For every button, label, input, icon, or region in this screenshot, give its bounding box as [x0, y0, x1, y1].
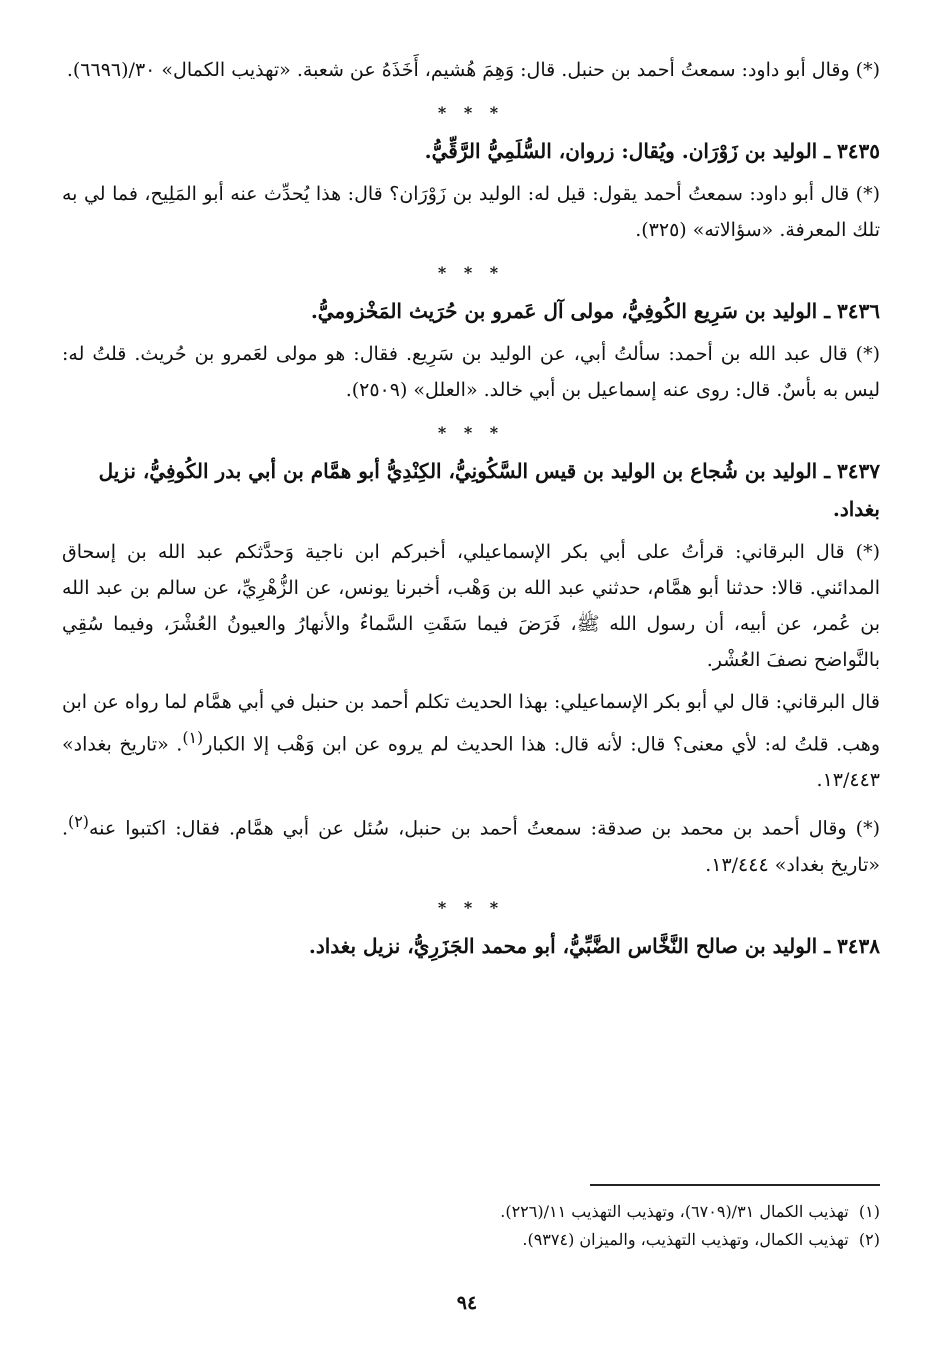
footnote-ref-1: (١) [182, 728, 204, 747]
footnote-1-number: (١) [858, 1202, 880, 1221]
page-number: ٩٤ [456, 1292, 478, 1314]
footnote-2-number: (٢) [858, 1230, 880, 1249]
entry-3437-heading: ٣٤٣٧ ـ الوليد بن شُجاع بن الوليد بن قيس السَّكُونِيُّ، الكِنْدِيُّ أبو همَّام بن أبي بدر الكُوفِيُّ، نزيل بغداد. [98, 459, 880, 521]
entry-3436-text: (*) قال عبد الله بن أحمد: سألتُ أبي، عن الوليد بن سَرِيع. فقال: هو مولى لعَمرو بن حُريث. قلتُ له: ليس به بأسٌ. قال: روى عنه إسماعيل بن أبي خالد. «العلل» (٢٥٠٩). [62, 343, 880, 401]
footnotes-section [62, 1184, 880, 1254]
entry-3437-text-2 [62, 684, 880, 798]
entry-3436-heading: ٣٤٣٦ ـ الوليد بن سَرِيع الكُوفِيُّ، مولى آل عَمرو بن حُرَيث المَخْزوميُّ. [310, 299, 880, 323]
separator-stars: * * * [437, 897, 505, 917]
footnote-1 [62, 1198, 880, 1226]
separator-stars: * * * [437, 263, 505, 282]
entry-3435-text: (*) قال أبو داود: سمعتُ أحمد يقول: قيل له: الوليد بن زَوْرَان؟ قال: هذا يُحدِّث عنه أبو المَلِيح، فما لي به تلك المعرفة. «سؤالاته» (٣٢٥). [62, 183, 880, 241]
page-body [62, 52, 880, 965]
entry-3435-heading: ٣٤٣٥ ـ الوليد بن زَوْرَان. ويُقال: زروان، السُّلَمِيُّ الرَّقِّيُّ. [424, 139, 880, 163]
footnote-2 [62, 1226, 880, 1254]
separator-stars: * * * [437, 103, 505, 122]
footnote-divider [590, 1184, 880, 1186]
entry-3437-text-2-main: قال البرقاني: قال لي أبو بكر الإسماعيلي: بهذا الحديث تكلم أحمد بن حنبل في أبي همَّام لما رواه عن ابن وهب. قلتُ له: لأي معنى؟ قال: لأنه قال: هذا الحديث لم يروه عن ابن وَهْب إلا الكبار [62, 691, 880, 756]
entry-3437-text-2-source: . «تاريخ بغداد» ١٣/٤٤٣. [62, 733, 880, 792]
entry-3438-heading: ٣٤٣٨ ـ الوليد بن صالح النَّخَّاس الضَّبِّيُّ، أبو محمد الجَزَرِيُّ، نزيل بغداد. [308, 933, 880, 958]
entry-3437-text-3-source: . «تاريخ بغداد» ١٣/٤٤٤. [62, 817, 880, 876]
entry-3437-text-3 [62, 804, 880, 882]
entry-3434-text: (*) وقال أبو داود: سمعتُ أحمد بن حنبل. قال: وَهِمَ هُشيم، أَخَذَهُ عن شعبة. «تهذيب الكمال» ٣٠/(٦٦٩٦). [66, 59, 880, 81]
separator-stars: * * * [437, 423, 505, 442]
footnote-2-text: تهذيب الكمال، وتهذيب التهذيب، والميزان (٩٣٧٤). [522, 1230, 849, 1249]
footnote-1-text: تهذيب الكمال ٣١/(٦٧٠٩)، وتهذيب التهذيب ١١/(٢٢٦). [500, 1202, 849, 1221]
footnote-ref-2: (٢) [68, 812, 89, 832]
entry-3437-text-3-main: (*) وقال أحمد بن محمد بن صدقة: سمعتُ أحمد بن حنبل، سُئل عن أبي همَّام. فقال: اكتبوا عنه [88, 817, 880, 840]
entry-3437-text-1: (*) قال البرقاني: قرأتُ على أبي بكر الإسماعيلي، أخبركم ابن ناجية وَحدَّثكم عبد الله بن إسحاق المدائني. قالا: حدثنا أبو همَّام، حدثني عبد الله بن وَهْب، أخبرنا يونس، عن الزُّهْرِيِّ، عن سالم بن عبد الله بن عُمر، عن أبيه، أن رسول الله ﷺ، فَرَضَ فيما سَقَتِ السَّماءُ والأنهارُ والعيونُ العُشْرَ، وفيما سُقِي بالنَّواضح نصفَ العُشْر. [62, 541, 880, 671]
